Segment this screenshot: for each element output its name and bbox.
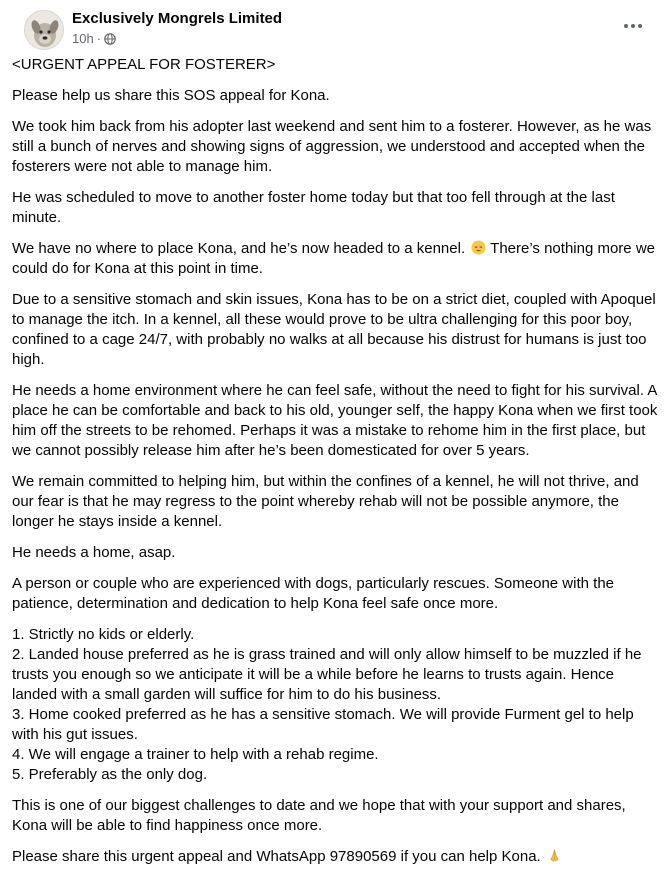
folded-hands-emoji: [547, 848, 562, 863]
list-item: 3. Home cooked preferred as he has a sensitive stomach. We will provide Furment gel to help with his gut issues.: [12, 706, 634, 743]
post-paragraph: This is one of our biggest challenges to date and we hope that with your support and shares, Kona will be able to find happiness once more.: [12, 797, 626, 834]
paragraph-text: Please share this urgent appeal and WhatsApp 97890569 if you can help Kona.: [12, 848, 541, 865]
post-paragraph: He needs a home environment where he can feel safe, without the need to fight for his survival. A place he can be comfortable and back to his old, younger self, the happy Kona when we first took him off the streets to be rehomed. Perhaps it was a mistake to rehome him in the first place, but we cannot possibly release him after he’s been domesticated for over 5 years.: [12, 382, 658, 459]
list-item: 4. We will engage a trainer to help with a rehab regime.: [12, 746, 379, 763]
post-paragraph: He needs a home, asap.: [12, 544, 176, 561]
page-avatar[interactable]: [24, 10, 64, 50]
page-name-link[interactable]: Exclusively Mongrels Limited: [72, 10, 283, 27]
post-meta: [72, 31, 116, 46]
post-paragraph: A person or couple who are experienced with dogs, particularly rescues. Someone with the patience, determination and dedication to help Kona feel safe once more.: [12, 575, 614, 612]
post-header: [12, 0, 660, 54]
post-text: [12, 55, 660, 878]
pensive-face-emoji: [471, 240, 486, 255]
meta-separator: ·: [96, 31, 102, 46]
post-paragraph: He was scheduled to move to another foster home today but that too fell through at the last minute.: [12, 189, 615, 226]
post-heading: <URGENT APPEAL FOR FOSTERER>: [12, 56, 276, 73]
post-paragraph: Due to a sensitive stomach and skin issues, Kona has to be on a strict diet, coupled with Apoquel to manage the itch. In a kennel, all these would prove to be ultra challenging for this poor boy, confined to a cage 24/7, with probably no walks at all because his distrust for humans is just too high.: [12, 291, 656, 368]
post-paragraph-final: [12, 847, 660, 867]
list-item: 2. Landed house preferred as he is grass trained and will only allow himself to be muzzled if he trusts you enough so we anticipate it will be a while before he learns to trusts again. Hence landed with a small garden will suffice for him to do his business.: [12, 646, 642, 703]
dog-avatar-image: [25, 11, 64, 50]
globe-icon[interactable]: [104, 33, 116, 45]
post-paragraph: We took him back from his adopter last weekend and sent him to a fosterer. However, as he was still a bunch of nerves and showing signs of aggression, we understood and accepted when the fosterers were not able to manage him.: [12, 118, 652, 175]
post-paragraph: Please help us share this SOS appeal for Kona.: [12, 87, 330, 104]
post-paragraph: [12, 239, 660, 279]
paragraph-text: There’s nothing more we could do for Kona at this point in time.: [12, 240, 655, 277]
list-item: 5. Preferably as the only dog.: [12, 766, 208, 783]
requirements-list: [12, 625, 660, 785]
list-item: 1. Strictly no kids or elderly.: [12, 626, 195, 643]
paragraph-text: We have no where to place Kona, and he’s now headed to a kennel.: [12, 240, 466, 257]
post-timestamp[interactable]: 10h: [72, 31, 94, 46]
post-paragraph: We remain committed to helping him, but within the confines of a kennel, he will not thrive, and our fear is that he may regress to the point whereby rehab will not be possible anymore, the longer he stays inside a kennel.: [12, 473, 639, 530]
more-options-icon[interactable]: [620, 16, 646, 36]
